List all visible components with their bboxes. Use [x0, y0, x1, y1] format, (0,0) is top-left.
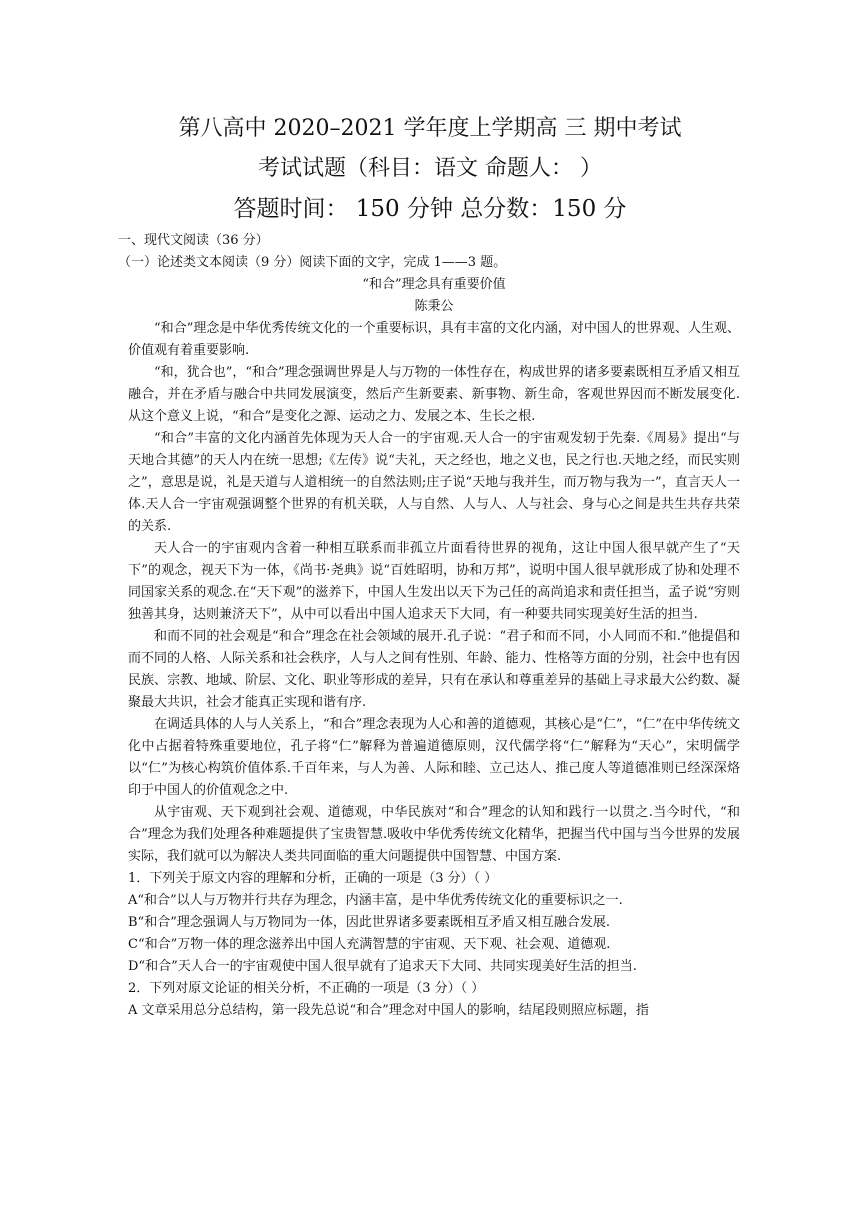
- article-paragraph: 和而不同的社会观是“和合”理念在社会领域的展开.孔子说：“君子和而不同，小人同而不和.”他提倡和而不同的人格、人际关系和社会秩序，人与人之间有性别、年龄、能力、性格等方面的分别，社会中也有因民族、宗教、地域、阶层、文化、职业等形成的差异，只有在承认和尊重差异的基础上寻求最大公约数、凝聚最大共识，社会才能真正实现和谐有序.: [128, 629, 740, 710]
- exam-time-score: 答题时间： 150 分钟 总分数：150 分: [233, 196, 627, 222]
- article-paragraph: “和合”丰富的文化内涵首先体现为天人合一的宇宙观.天人合一的宇宙观发轫于先秦.《周易》提出“与天地合其德”的天人内在统一思想;《左传》说“夫礼，天之经也，地之义也，民之行也.天地之经，而民实则之”，意思是说，礼是天道与人道相统一的自然法则;庄子说“天地与我并生，而万物与我为一”，直言天人一体.天人合一宇宙观强调整个世界的有机关联，人与自然、人与人、人与社会、身与心之间是共生共存共荣的关系.: [128, 431, 740, 534]
- article-paragraph: “和合”理念是中华优秀传统文化的一个重要标识，具有丰富的文化内涵，对中国人的世界观、人生观、价值观有着重要影响.: [128, 321, 740, 358]
- exam-title: 第八高中 2020–2021 学年度上学期高 三 期中考试: [178, 116, 682, 141]
- exam-body: [118, 230, 740, 1022]
- subsection-heading: （一）论述类文本阅读（9 分）阅读下面的文字，完成 1——3 题。: [118, 255, 507, 270]
- question-option: D“和合”天人合一的宇宙观使中国人很早就有了追求天下大同、共同实现美好生活的担当.: [128, 959, 637, 974]
- article-paragraph: 在调适具体的人与人关系上，“和合”理念表现为人心和善的道德观，其核心是“仁”，“仁”在中华传统文化中占据着特殊重要地位，孔子将“仁”解释为普遍道德原则，汉代儒学将“仁”解释为“天心”，宋明儒学以“仁”为核心构筑价值体系.千百年来，与人为善、人际和睦、立己达人、推己度人等道德准则已经深深烙印于中国人的价值观念之中.: [128, 717, 740, 798]
- exam-subtitle: 考试试题（科目：语文 命题人： ）: [258, 156, 602, 181]
- article-paragraph: 从宇宙观、天下观到社会观、道德观，中华民族对“和合”理念的认知和践行一以贯之.当今时代，“和合”理念为我们处理各种难题提供了宝贵智慧.吸收中华优秀传统文化精华，把握当代中国与当今世界的发展实际，我们就可以为解决人类共同面临的重大问题提供中国智慧、中国方案.: [128, 805, 740, 864]
- question-option: C“和合”万物一体的理念滋养出中国人充满智慧的宇宙观、天下观、社会观、道德观.: [128, 937, 611, 952]
- article-title: “和合”理念具有重要价值: [362, 277, 506, 292]
- question-option: B“和合”理念强调人与万物同为一体，因此世界诸多要素既相互矛盾又相互融合发展.: [128, 915, 610, 930]
- question-stem: 2．下列对原文论证的相关分析，不正确的一项是（3 分）（ ）: [128, 981, 485, 996]
- question-stem: 1．下列关于原文内容的理解和分析，正确的一项是（3 分）（ ）: [128, 871, 498, 886]
- question-option: A 文章采用总分总结构，第一段先总说“和合”理念对中国人的影响，结尾段则照应标题，指: [128, 1003, 649, 1018]
- article-paragraph: 天人合一的宇宙观内含着一种相互联系而非孤立片面看待世界的视角，这让中国人很早就产生了“天下”的观念，视天下为一体，《尚书·尧典》说“百姓昭明，协和万邦”，说明中国人很早就形成了协和处理不同国家关系的观念.在“天下观”的滋养下，中国人生发出以天下为己任的高尚追求和责任担当，孟子说“穷则独善其身，达则兼济天下”，从中可以看出中国人追求天下大同，有一种要共同实现美好生活的担当.: [128, 541, 740, 622]
- article-author: 陈秉公: [414, 299, 454, 314]
- section-heading: 一、现代文阅读（36 分）: [118, 233, 269, 248]
- article-paragraph: “和，犹合也”，“和合”理念强调世界是人与万物的一体性存在，构成世界的诸多要素既相互矛盾又相互融合，并在矛盾与融合中共同发展演变，然后产生新要素、新事物、新生命，客观世界因而不断发展变化.从这个意义上说，“和合”是变化之源、运动之力、发展之本、生长之根.: [128, 365, 740, 424]
- question-option: A“和合”以人与万物并行共存为理念，内涵丰富，是中华优秀传统文化的重要标识之一.: [128, 893, 623, 908]
